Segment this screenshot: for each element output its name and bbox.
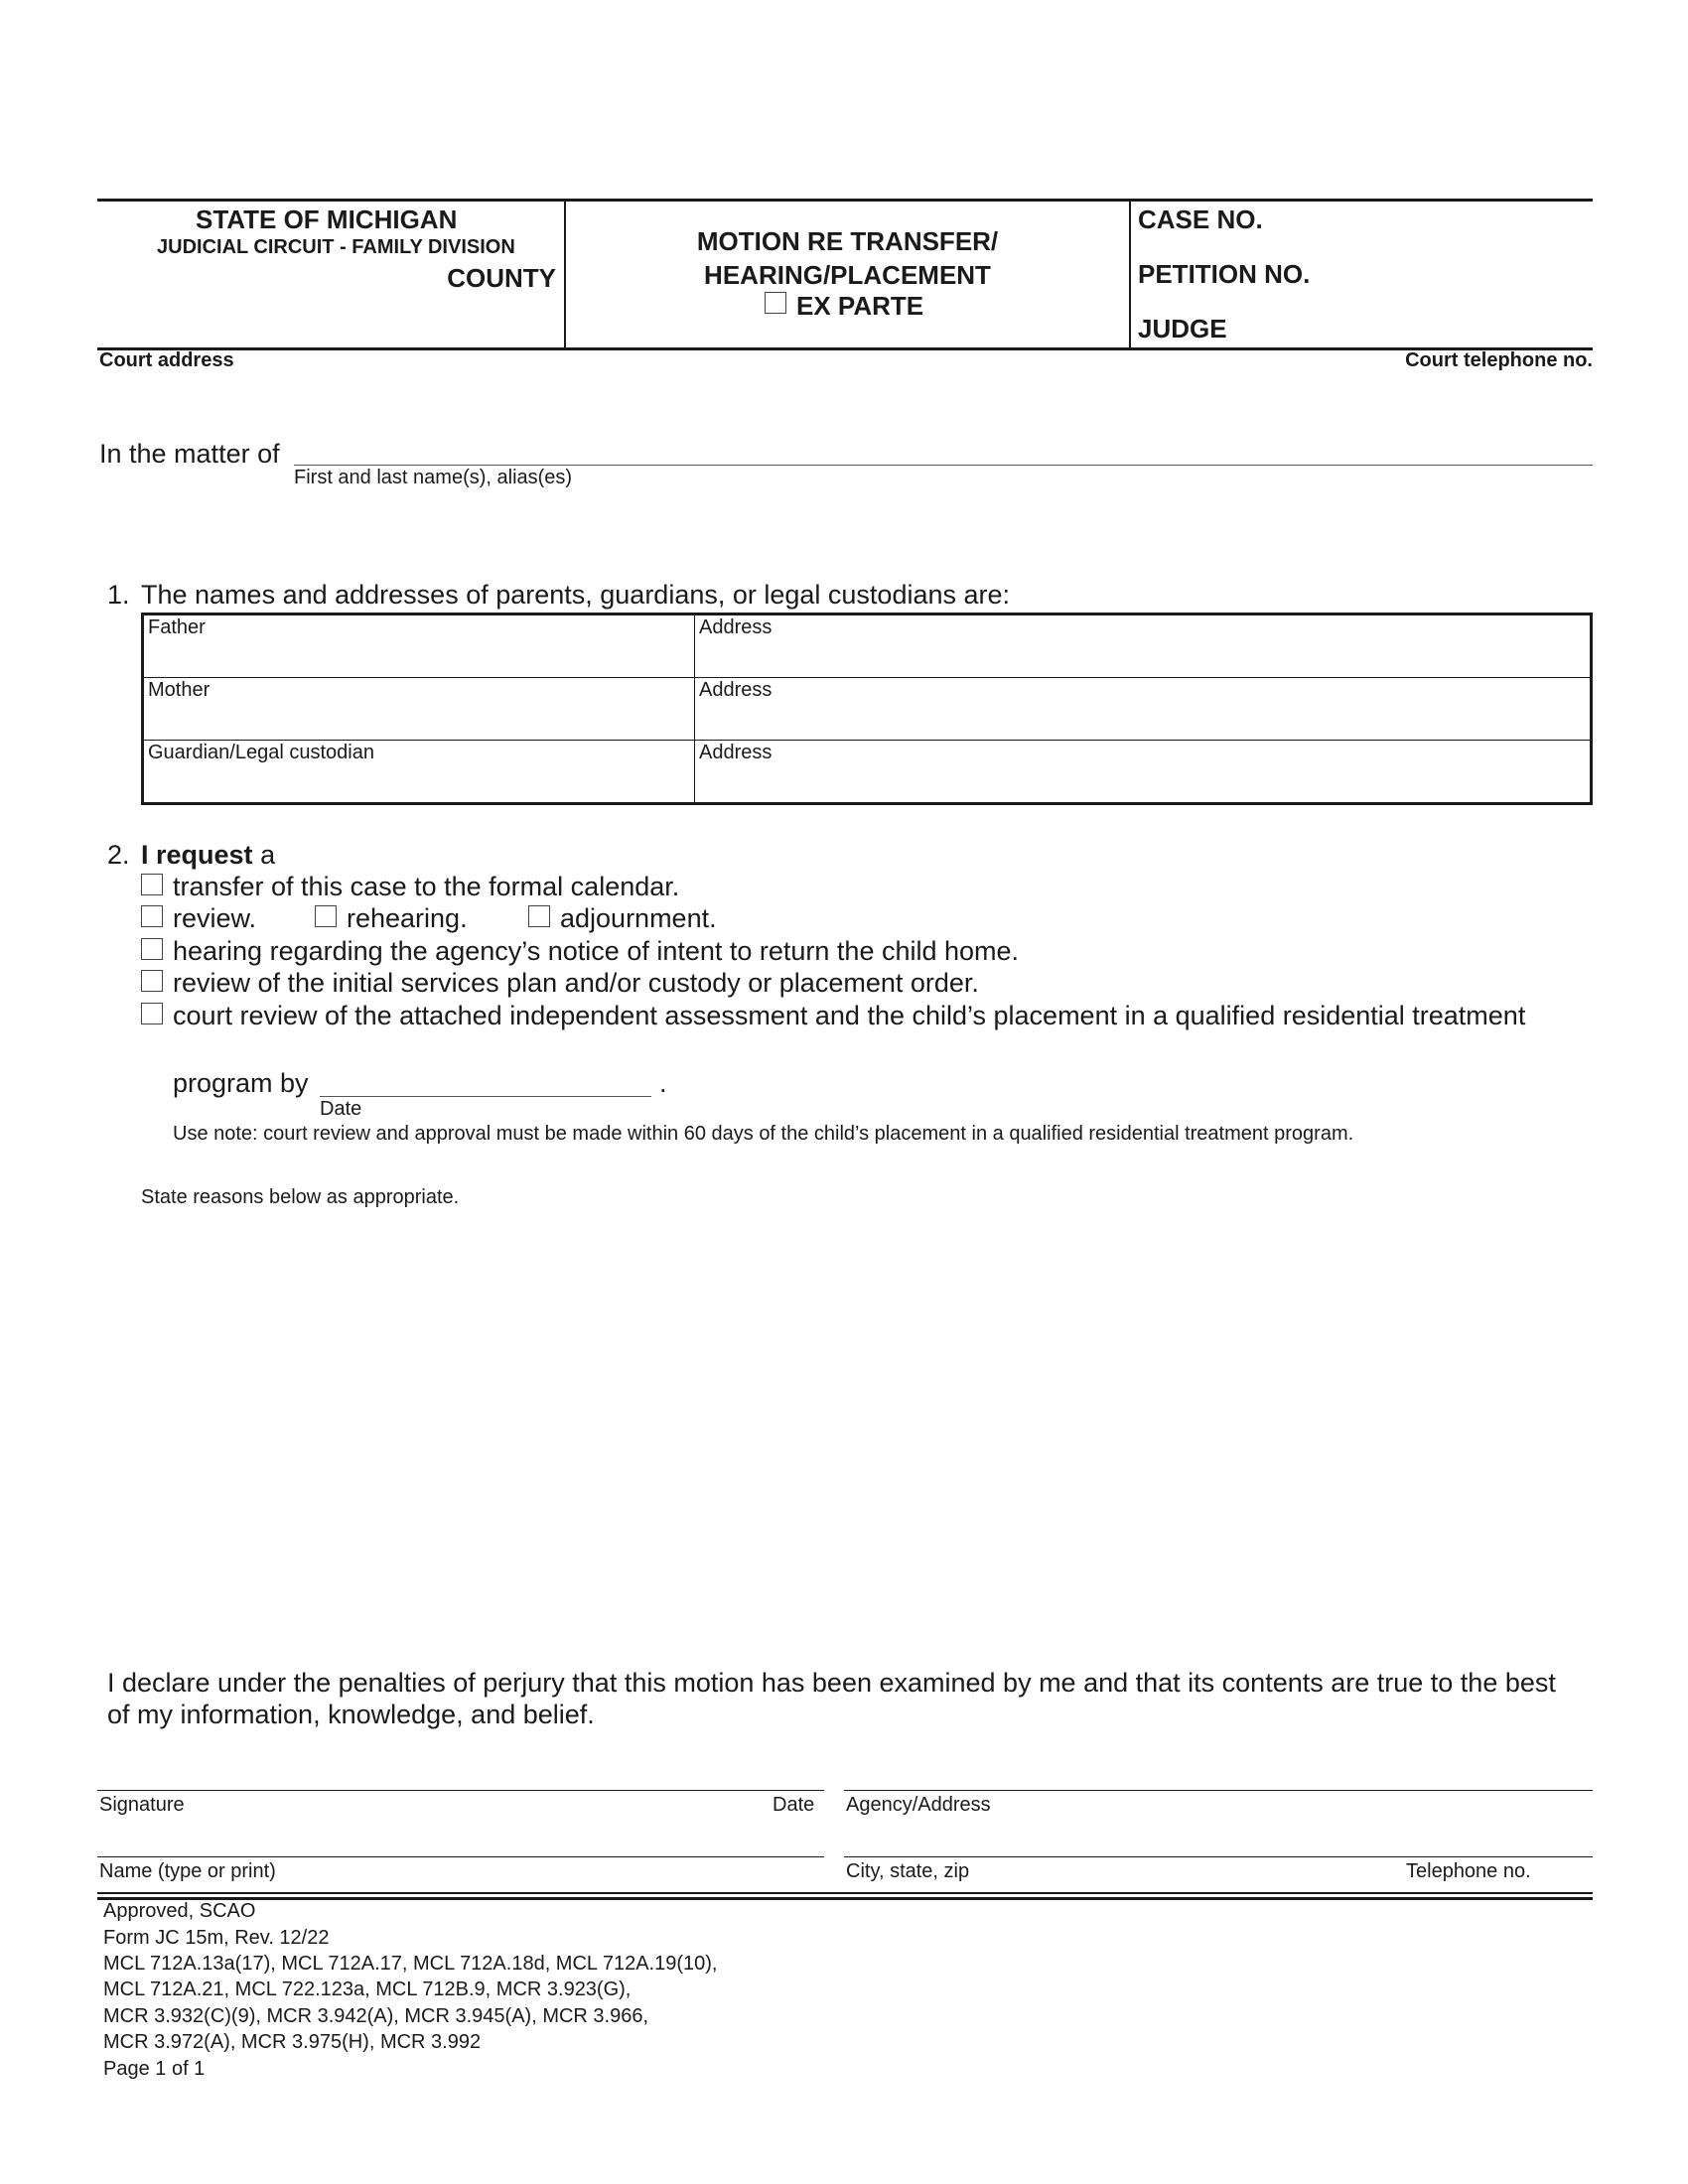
footer-form-number: Form JC 15m, Rev. 12/22 (103, 1927, 330, 1949)
date-label: Date (773, 1794, 815, 1816)
transfer-option-label: transfer of this case to the formal calendar. (173, 872, 680, 901)
matter-sublabel: First and last name(s), alias(es) (294, 467, 573, 488)
mother-label: Mother (148, 679, 211, 701)
father-address-cell[interactable] (695, 614, 1592, 678)
name-label: Name (type or print) (99, 1860, 276, 1882)
use-note: Use note: court review and approval must be made within 60 days of the child’s placement in a qualified residential treatment program. (173, 1123, 1354, 1145)
case-no-label: CASE NO. (1138, 205, 1263, 234)
father-cell[interactable] (143, 614, 695, 678)
header-divider-right (1129, 199, 1131, 350)
footer-approved: Approved, SCAO (103, 1900, 256, 1922)
mother-cell[interactable] (143, 678, 695, 741)
telephone-label: Telephone no. (1406, 1860, 1531, 1882)
form-title-line1: MOTION RE TRANSFER/ (696, 226, 999, 256)
state-name: STATE OF MICHIGAN (196, 205, 458, 234)
agency-line[interactable] (844, 1790, 1593, 1791)
table-row (143, 678, 1592, 741)
city-line[interactable] (844, 1856, 1593, 1857)
court-address-label: Court address (99, 349, 234, 371)
section1-number: 1. (107, 580, 130, 610)
circuit-label: JUDICIAL CIRCUIT - FAMILY DIVISION (157, 236, 515, 258)
program-date-sublabel: Date (320, 1098, 362, 1120)
declaration-line2: of my information, knowledge, and belief. (107, 1700, 595, 1729)
request-rest: a (260, 840, 276, 870)
footer-page-number: Page 1 of 1 (103, 2058, 206, 2080)
footer-citations-1: MCL 712A.13a(17), MCL 712A.17, MCL 712A.18d, MCL 712A.19(10), (103, 1953, 718, 1975)
mother-address-cell[interactable] (695, 678, 1592, 741)
county-label: COUNTY (447, 263, 556, 293)
rehearing-checkbox[interactable] (315, 905, 337, 927)
signature-label: Signature (99, 1794, 185, 1816)
request-bold: I request (141, 840, 253, 870)
guardian-address-cell[interactable] (695, 741, 1592, 804)
program-by-period: . (659, 1068, 667, 1098)
section2-number: 2. (107, 840, 130, 870)
initial-plan-option-label: review of the initial services plan and/or custody or placement order. (173, 968, 979, 998)
table-row (143, 741, 1592, 804)
agency-label: Agency/Address (846, 1794, 991, 1816)
footer-citations-3: MCR 3.932(C)(9), MCR 3.942(A), MCR 3.945(A), MCR 3.966, (103, 2005, 649, 2027)
guardian-label: Guardian/Legal custodian (148, 742, 374, 763)
name-line[interactable] (97, 1856, 824, 1857)
form-title-line2: HEARING/PLACEMENT (704, 260, 991, 290)
footer-citations-2: MCL 712A.21, MCL 722.123a, MCL 712B.9, MCR 3.923(G), (103, 1979, 632, 2000)
header-bottom-rule (97, 347, 1593, 350)
section1-text: The names and addresses of parents, guardians, or legal custodians are: (141, 580, 1011, 610)
guardian-cell[interactable] (143, 741, 695, 804)
rehearing-option-label: rehearing. (347, 903, 468, 933)
footer-rule-bottom (97, 1897, 1593, 1900)
father-label: Father (148, 616, 206, 638)
address-label: Address (699, 616, 773, 638)
court-review-checkbox[interactable] (141, 1003, 163, 1024)
court-review-option-label: court review of the attached independent assessment and the child’s placement in a qualified residential treatment (173, 1001, 1526, 1030)
transfer-checkbox[interactable] (141, 874, 163, 895)
city-label: City, state, zip (846, 1860, 970, 1882)
reasons-label: State reasons below as appropriate. (141, 1186, 460, 1208)
request-line (141, 840, 275, 871)
ex-parte-label: EX PARTE (796, 291, 924, 321)
initial-plan-checkbox[interactable] (141, 970, 163, 992)
court-telephone-label: Court telephone no. (1405, 349, 1593, 371)
matter-name-field[interactable] (294, 437, 1593, 466)
declaration-line1: I declare under the penalties of perjury that this motion has been examined by me and that its contents are true to the best (107, 1668, 1556, 1698)
judge-label: JUDGE (1138, 314, 1227, 343)
adjournment-checkbox[interactable] (528, 905, 550, 927)
signature-line[interactable] (97, 1790, 824, 1791)
address-label: Address (699, 679, 773, 701)
ex-parte-checkbox[interactable] (765, 292, 786, 314)
review-option-label: review. (173, 903, 257, 933)
adjournment-option-label: adjournment. (560, 903, 717, 933)
program-by-label: program by (173, 1068, 309, 1098)
header-top-rule (97, 199, 1593, 202)
matter-label: In the matter of (99, 439, 280, 469)
footer-citations-4: MCR 3.972(A), MCR 3.975(H), MCR 3.992 (103, 2031, 482, 2053)
table-row (143, 614, 1592, 678)
hearing-option-label: hearing regarding the agency’s notice of intent to return the child home. (173, 936, 1020, 966)
reasons-area[interactable] (141, 1221, 1593, 1618)
address-label: Address (699, 742, 773, 763)
parents-table (141, 613, 1593, 805)
petition-no-label: PETITION NO. (1138, 259, 1311, 289)
program-date-field[interactable] (320, 1068, 651, 1097)
footer-rule-top (97, 1892, 1593, 1894)
hearing-checkbox[interactable] (141, 938, 163, 960)
review-checkbox[interactable] (141, 905, 163, 927)
